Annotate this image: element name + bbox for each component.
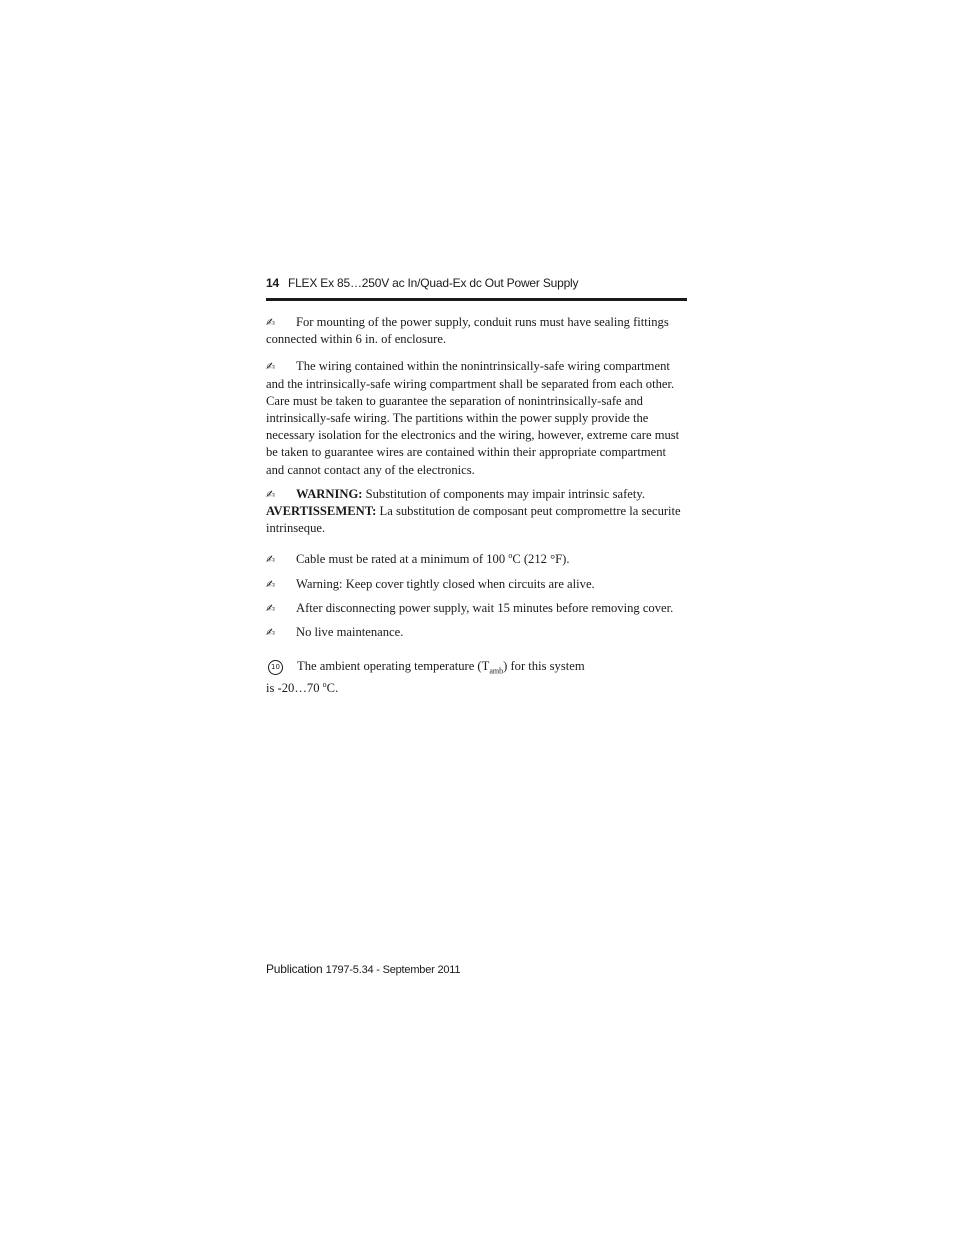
hand-pen-icon: ✍ [266,360,276,374]
list-item: ✍ No live maintenance. [266,624,687,641]
temperature-note-continued: is -20…70 $^o$C. [266,680,339,696]
temperature-note: 10 The ambient operating temperature $(T_{amb})$ for this system [266,658,687,675]
publication-label: Publication [266,962,323,976]
warning-label: WARNING: [296,486,363,501]
warning-item: ✍ WARNING: Substitution of components may impair intrinsic safety. AVERTISSEMENT: La substitution de composant peut compromettre la securite intrinseque. [266,486,681,536]
hand-pen-icon: ✍ [266,577,276,591]
list-item: ✍ After disconnecting power supply, wait 15 minutes before removing cover. [266,600,687,617]
list-item: ✍ Cable must be rated at a minimum of 100 $^o$C (212 °F). [266,551,687,568]
hand-pen-icon: ✍ [266,601,276,615]
document-title: FLEX Ex 85…250V ac In/Quad-Ex dc Out Power Supply [287,276,579,290]
header-rule [266,298,687,301]
list-item: ✍ The wiring contained within the nonintrinsically-safe wiring compartment and the intrinsically-safe wiring compartment shall be separated from each other. Care must be taken to guarantee the separation of nonintrinsically-safe and intrinsically-safe wiring. The partitions within the power supply provide the necessary isolation for the electronics and the wiring, however, extreme care must be taken to guarantee wires are contained within their appropriate compartment and cannot contact any of the electronics. [266,359,680,477]
hand-pen-icon: ✍ [266,553,276,567]
page-header [266,276,687,290]
circled-number-icon: 10 [268,660,283,675]
avertissement-label: AVERTISSEMENT: [266,504,377,519]
publication-id: 1797-5.34 - September 2011 [325,964,461,976]
page-number: 14 [266,276,279,290]
hand-pen-icon: ✍ [266,487,276,501]
list-item: ✍ Warning: Keep cover tightly closed when circuits are alive. [266,576,687,593]
page-content [266,314,687,698]
hand-pen-icon: ✍ [266,316,276,329]
page-footer [266,962,460,976]
list-item: ✍ For mounting of the power supply, conduit runs must have sealing fittings connected within 6 in. of enclosure. [266,315,669,347]
hand-pen-icon: ✍ [266,626,276,640]
